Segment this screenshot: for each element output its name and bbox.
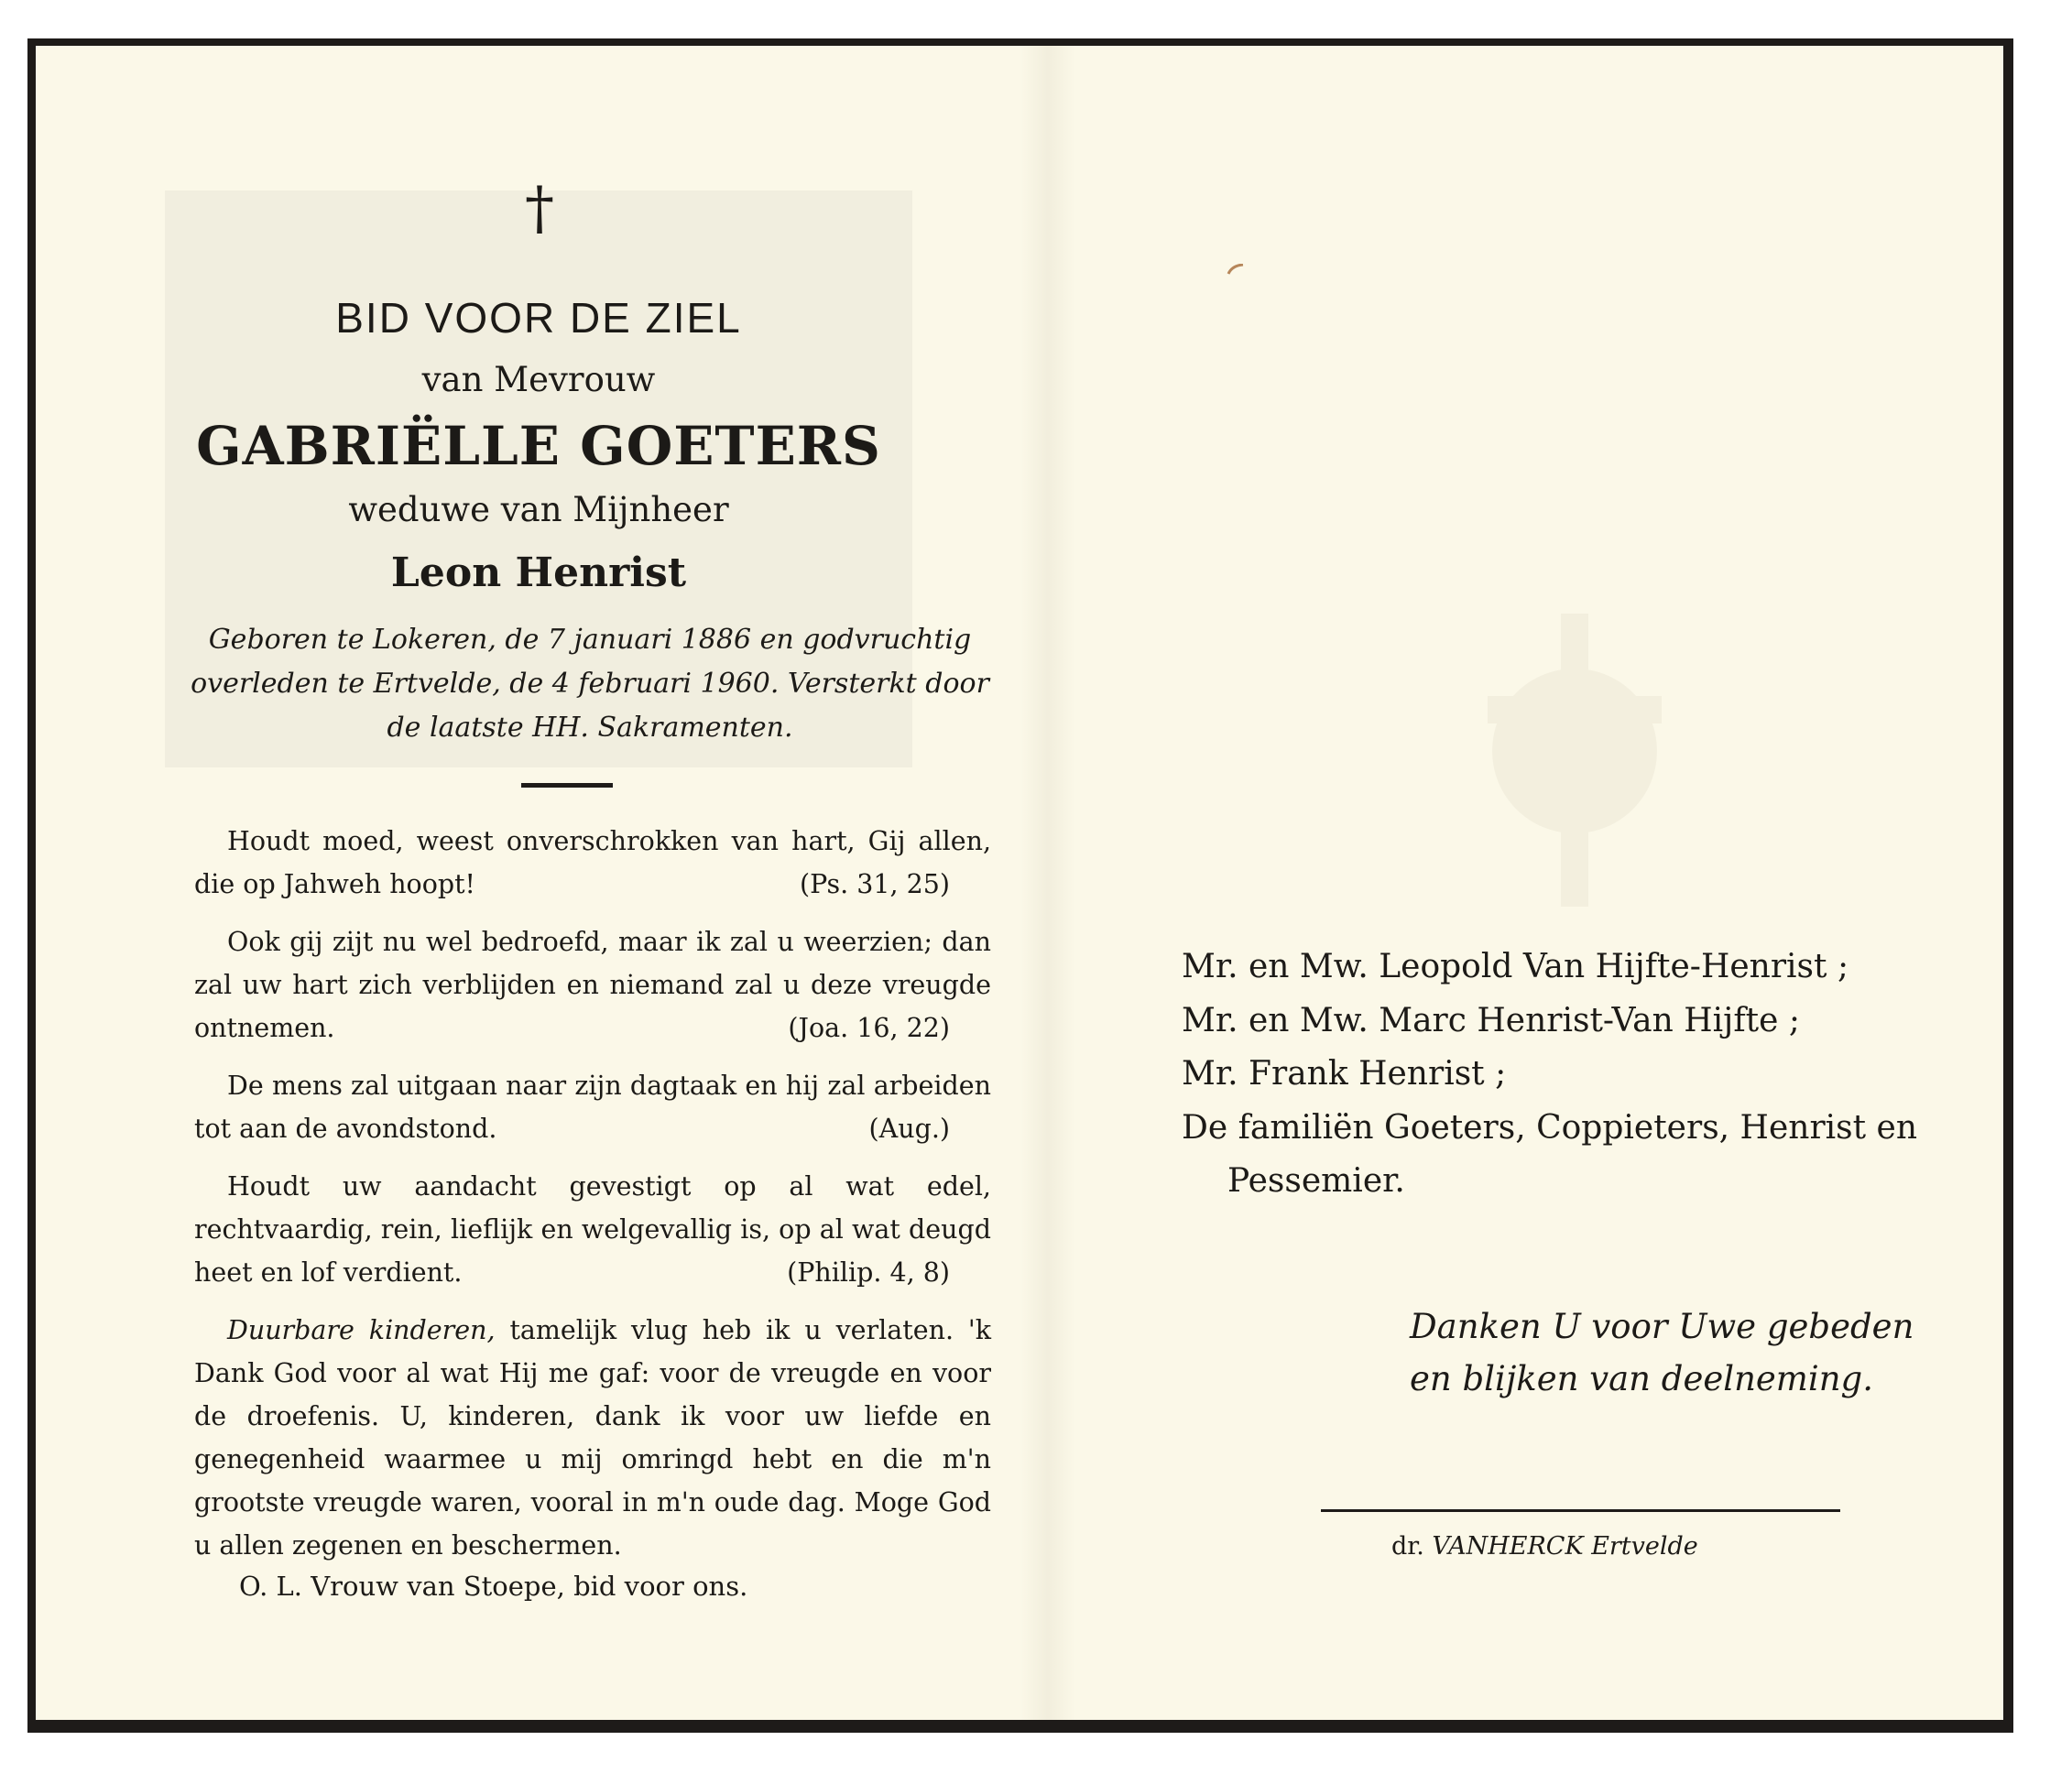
husband-name: Leon Henrist — [390, 549, 687, 596]
verse-text: Houdt moed, weest onverschrokken van hart, Gij allen, die op Jahweh hoopt! — [194, 826, 991, 899]
divider — [1321, 1509, 1840, 1512]
left-panel — [36, 46, 1043, 1720]
cross-icon: † — [525, 175, 554, 243]
verse-text: De mens zal uitgaan naar zijn dagtaak en hij zal arbeiden tot aan de avondstond. — [194, 1071, 991, 1144]
family-line: Mr. en Mw. Leopold Van Hijfte-Henrist ; — [1182, 948, 1849, 985]
verse-text: Houdt uw aandacht gevestigt op al wat edel, rechtvaardig, rein, lieflijk en welgevallig is, op al wat deugd heet en lof verdient. — [194, 1171, 991, 1288]
thanks-line: Danken U voor Uwe gebeden — [1410, 1307, 1914, 1346]
verse-reference: (Aug.) — [868, 1114, 950, 1144]
divider — [521, 783, 613, 788]
printer-name: VANHERCK Ertvelde — [1432, 1532, 1698, 1561]
closing-prayer: O. L. Vrouw van Stoepe, bid voor ons. — [239, 1571, 748, 1602]
verse — [194, 920, 991, 1050]
verse-reference: (Philip. 4, 8) — [787, 1257, 950, 1288]
farewell-intro: Duurbare kinderen, — [227, 1315, 496, 1345]
verse — [194, 1165, 991, 1294]
family-list — [1182, 941, 1917, 1209]
ghost-emblem-icon — [1451, 614, 1698, 907]
farewell-message — [194, 1309, 991, 1567]
honorific: van Mevrouw — [421, 360, 656, 399]
verse-reference: (Joa. 16, 22) — [788, 1013, 950, 1043]
thanks-message — [1410, 1300, 1914, 1405]
farewell-body: tamelijk vlug heb ik u verlaten. 'k Dank God voor al wat Hij me gaf: voor de vreugde en voor de droefenis. U, kinderen, dank ik voor uw liefde en genegenheid waarmee u mij omringd hebt en die m'n grootste vreugde waren, vooral in m'n oude dag. Moge God u allen zegenen en beschermen. — [194, 1315, 991, 1561]
widow-line: weduwe van Mijnheer — [348, 490, 729, 529]
family-line: Mr. Frank Henrist ; — [1182, 1055, 1507, 1093]
memorial-card — [27, 38, 2013, 1733]
family-line: Mr. en Mw. Marc Henrist-Van Hijfte ; — [1182, 1001, 1800, 1039]
verse-text: Ook gij zijt nu wel bedroefd, maar ik zal u weerzien; dan zal uw hart zich verblijden en niemand zal u deze vreugde ontnemen. — [194, 927, 991, 1043]
verse-reference: (Ps. 31, 25) — [799, 869, 950, 899]
family-line: Pessemier. — [1227, 1162, 1405, 1200]
verse — [194, 820, 991, 906]
ink-fleck — [1227, 264, 1245, 275]
printer-prefix: dr. — [1391, 1532, 1424, 1561]
thanks-line: en blijken van deelneming. — [1410, 1359, 1874, 1398]
verse — [194, 1064, 991, 1150]
deceased-name: GABRIËLLE GOETERS — [196, 415, 881, 477]
birth-death-text: Geboren te Lokeren, de 7 januari 1886 en godvruchtig overleden te Ertvelde, de 4 februari 1960. Versterkt door de laatste HH. Sakramenten. — [191, 624, 989, 744]
farewell-text — [194, 1309, 991, 1567]
verses-block — [194, 820, 991, 1582]
printer-credit — [1391, 1532, 1698, 1561]
prayer-heading: BID VOOR DE ZIEL — [335, 294, 742, 342]
family-line: De familiën Goeters, Coppieters, Henrist en — [1182, 1108, 1918, 1147]
